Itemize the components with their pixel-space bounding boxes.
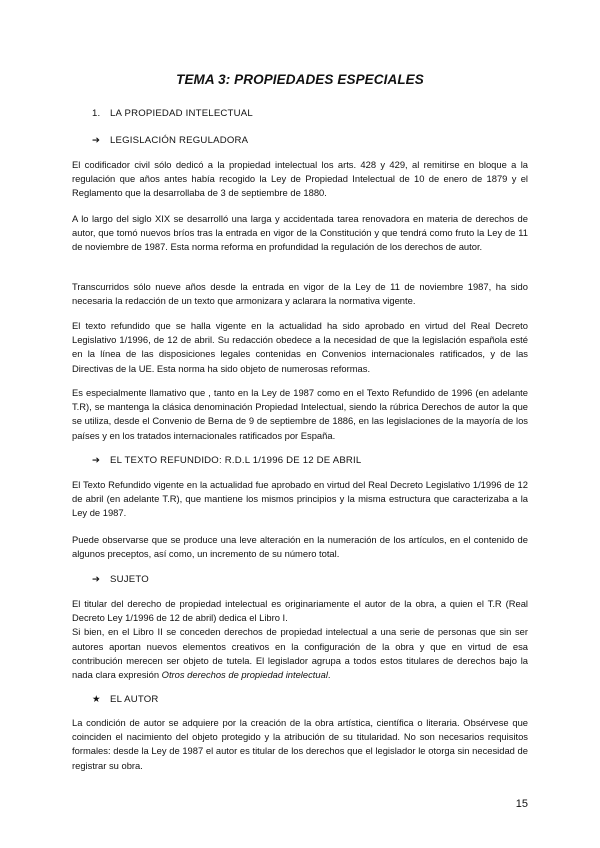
arrow-icon: ➔ [92, 574, 101, 585]
paragraph-codificador: El codificador civil sólo dedicó a la propiedad intelectual los arts. 428 y 429, al remitirse en bloque a la regulación que años antes había recogido la Ley de Propiedad Intelectual de 10 de enero de 1879 y el Reglamento que la desarrollaba de 3 de septiembre de 1880. [72, 159, 528, 199]
subheading-label: EL TEXTO REFUNDIDO: R.D.L 1/1996 DE 12 DE ABRIL [110, 455, 362, 466]
paragraph-titular [72, 597, 528, 682]
paragraph-texto-refundido: El texto refundido que se halla vigente en la actualidad ha sido aprobado en virtud del Real Decreto Legislativo 1/1996, de 12 de abril. Su redacción obedece a la necesidad de que la legislación española esté en la línea de las disposiciones legales contenidas en Convenios internacionales ratificados, y de las Directivas de la UE. Esta norma ha sido objeto de numerosas reformas. [72, 320, 528, 374]
subheading-label: SUJETO [110, 574, 149, 585]
page-title: TEMA 3: PROPIEDADES ESPECIALES [176, 72, 424, 87]
paragraph-alteracion: Puede observarse que se produce una leve alteración en la numeración de los artículos, en el contenido de algunos preceptos, así como, un incremento de su número total. [72, 534, 528, 560]
paragraph-titular-second [72, 625, 528, 682]
subheading-el-autor [92, 694, 159, 705]
paragraph-text: Si bien, en el Libro II se conceden derechos de propiedad intelectual a una serie de personas que sin ser autores aportan nuevos elementos creativos en la configuración de la obra y que en virtud de esa contribución merecen ser objeto de tutela. El legislador agrupa a todos estos titulares de derechos bajo la nada clara expresión [72, 626, 528, 681]
subheading-label: LEGISLACIÓN REGULADORA [110, 135, 249, 146]
italic-expression: Otros derechos de propiedad intelectual [161, 669, 328, 681]
section-heading-propiedad-intelectual [92, 108, 253, 119]
section-number: 1. [92, 108, 101, 119]
period: . [327, 669, 331, 681]
page-number: 15 [515, 798, 528, 810]
star-icon: ★ [92, 694, 101, 705]
subheading-legislacion [92, 135, 248, 146]
subheading-label: EL AUTOR [110, 694, 159, 705]
subheading-sujeto [92, 574, 149, 585]
paragraph-transcurridos: Transcurridos sólo nueve años desde la entrada en vigor de la Ley de 11 de noviembre 1987, ha sido necesaria la redacción de un texto que armonizara y aclarara la normativa vigente. [72, 281, 528, 307]
paragraph-titular-first: El titular del derecho de propiedad intelectual es originariamente el autor de la obra, a quien el T.R (Real Decreto Ley 1/1996 de 12 de abril) dedica el Libro I. [72, 598, 528, 624]
paragraph-siglo-xix: A lo largo del siglo XIX se desarrolló una larga y accidentada tarea renovadora en materia de derechos de autor, que tomó nuevos bríos tras la entrada en vigor de la Constitución y que tendrá como fruto la Ley de 11 de noviembre de 1987. Esta norma reforma en profundidad la regulación de los derechos de autor. [72, 213, 528, 253]
arrow-icon: ➔ [92, 135, 101, 146]
arrow-icon: ➔ [92, 455, 101, 466]
paragraph-llamativo: Es especialmente llamativo que , tanto en la Ley de 1987 como en el Texto Refundido de 1996 (en adelante T.R), se mantenga la clásica denominación Propiedad Intelectual, siendo la rúbrica Derechos de autor la que se utiliza, desde el Convenio de Berna de 9 de septiembre de 1886, en las legislaciones de la mayoría de los países y en los tratados internacionales ratificados por España. [72, 387, 528, 441]
paragraph-condicion-autor: La condición de autor se adquiere por la creación de la obra artística, científica o literaria. Obsérvese que coinciden el nacimiento del objeto protegido y la atribución de su titularidad. No son necesarios requisitos formales: desde la Ley de 1987 el autor es titular de los derechos que el legislador le otorga sin necesidad de registrar su obra. [72, 717, 528, 771]
section-label: LA PROPIEDAD INTELECTUAL [110, 108, 253, 119]
paragraph-texto-vigente: El Texto Refundido vigente en la actualidad fue aprobado en virtud del Real Decreto Legislativo 1/1996 de 12 de abril (en adelante T.R), que mantiene los mismos principios y la misma estructura que caracterizaba a la Ley de 1987. [72, 479, 528, 519]
subheading-texto-refundido [92, 455, 361, 466]
